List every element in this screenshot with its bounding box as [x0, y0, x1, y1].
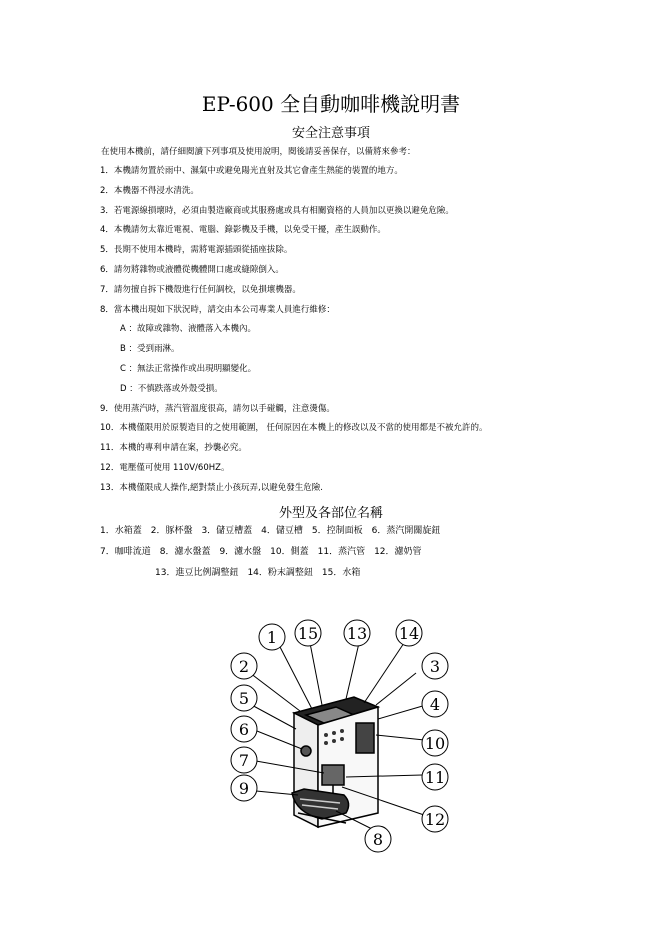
safety-item: 8．當本機出現如下狀況時，請交由本公司專業人員進行維修： — [100, 304, 335, 315]
safety-item: 13．本機僅限成人操作,絕對禁止小孩玩弄,以避免發生危險. — [100, 482, 323, 493]
parts-line: 1．水箱蓋 2．豚杯盤 3．儲豆槽蓋 4．儲豆槽 5．控制面板 6．蒸汽開關旋鈕 — [100, 526, 441, 536]
diagram-label: 4 — [429, 695, 441, 714]
diagram-label: 14 — [398, 624, 420, 643]
safety-item: 4．本機請勿太靠近電視、電腦、錄影機及手機，以免受干擾，產生誤動作。 — [100, 225, 386, 236]
safety-item: 11．本機的專利申請在案，抄襲必究。 — [100, 443, 247, 454]
intro-text: 在使用本機前，請仔細閱讀下列事項及使用說明，閱後請妥善保存，以備將來參考： — [101, 147, 416, 157]
diagram-label: 6 — [238, 720, 250, 739]
diagram-label: 15 — [297, 624, 319, 643]
diagram-label: 11 — [424, 768, 446, 787]
diagram-label: 8 — [372, 830, 384, 849]
safety-item: 7．請勿擅自拆下機殼進行任何調校，以免損壞機器。 — [100, 284, 301, 295]
diagram-label: 3 — [429, 657, 441, 676]
safety-item: 12．電壓僅可使用 110V/60HZ。 — [100, 462, 230, 473]
safety-heading: 安全注意事項 — [291, 126, 370, 141]
safety-item: 1．本機請勿置於雨中、濕氣中或避免陽光直射及其它會產生熱能的裝置的地方。 — [100, 166, 403, 176]
diagram-label: 12 — [424, 810, 446, 829]
safety-item: 3．若電源線損壞時，必須由製造廠商或其服務處或具有相關資格的人員加以更換以避免危險。 — [100, 205, 454, 216]
safety-item: 9．使用蒸汽時，蒸汽管溫度很高，請勿以手碰觸，注意燙傷。 — [100, 403, 335, 414]
parts-line: 13．進豆比例調整鈕 14．粉末調整鈕 15．水箱 — [155, 568, 361, 578]
diagram-label: 7 — [238, 751, 250, 770]
safety-list — [100, 162, 580, 499]
diagram-label: 10 — [424, 734, 446, 753]
safety-item: 2．本機器不得浸水清洗。 — [100, 185, 199, 196]
coffee-machine-illustration — [292, 697, 378, 827]
safety-item: 5．長期不使用本機時，需將電源插頭從插座拔除。 — [100, 245, 293, 256]
diagram-label: 2 — [238, 657, 250, 676]
safety-subitem: B ：受到雨淋。 — [120, 344, 180, 355]
parts-heading: 外型及各部位名稱 — [278, 506, 383, 521]
diagram-label: 13 — [346, 624, 368, 643]
safety-subitem: D ：不慎跌落或外殼受損。 — [120, 383, 223, 394]
page-title: EP-600 全自動咖啡機說明書 — [201, 92, 461, 116]
safety-subitem: C ：無法正常操作或出現明顯變化。 — [120, 363, 257, 374]
parts-line: 7．咖啡流道 8．濾水盤蓋 9．濾水盤 10．側蓋 11．蒸汽管 12．濾奶管 — [100, 547, 422, 557]
diagram-label: 5 — [238, 689, 250, 708]
safety-item: 6．請勿將雜物或液體從機體開口處或縫隙倒入。 — [100, 264, 284, 275]
safety-item: 10．本機僅限用於原製造目的之使用範圍， 任何原因在本機上的修改以及不當的使用都是不被允許的。 — [100, 423, 488, 434]
diagram-label: 1 — [266, 628, 278, 647]
safety-subitem: A ：故障或雜物、液體落入本機內。 — [120, 324, 257, 335]
diagram-label: 9 — [238, 779, 250, 798]
coffee-machine-diagram — [226, 617, 456, 857]
